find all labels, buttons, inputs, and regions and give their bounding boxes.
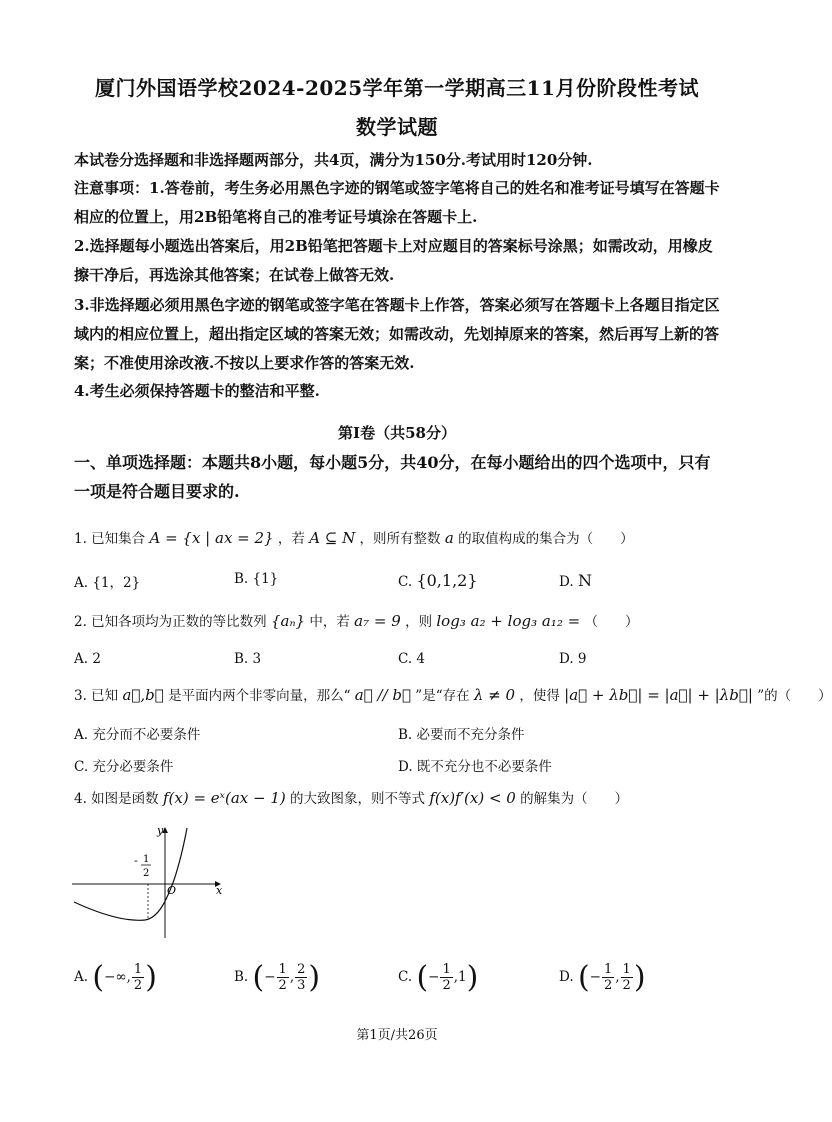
q2-mid: 中，若 [309, 614, 350, 630]
q3-vecs: a⃗,b⃗ [122, 686, 164, 704]
q1-option-d-label: D. [559, 574, 574, 590]
q3-lambda: λ ≠ 0 [473, 686, 516, 704]
q3-option-b: B. 必要而不充分条件 [398, 727, 525, 743]
q2-expr: log₃ a₂ + log₃ a₁₂ = [436, 612, 581, 630]
function-graph [70, 822, 230, 942]
q2-cond: a₇ = 9 [354, 612, 401, 630]
q4-option-d-label: D. [559, 969, 574, 985]
q4-option-c-fraction: $\frac{1}{2}$ [442, 962, 451, 993]
y-axis-label: y [157, 824, 164, 837]
q4-option-b: B. (− $\frac{1}{2}$ , $\frac{2}{3}$ ) [234, 960, 321, 995]
mark-sign: - [134, 854, 138, 867]
q3-expr: |a⃗ + λb⃗| = |a⃗| + |λb⃗| [564, 686, 753, 704]
q1-mid: ，若 [277, 531, 305, 547]
q1-option-d-value: N [577, 571, 592, 590]
q3-option-d: D. 既不充分也不必要条件 [398, 759, 552, 775]
q1-option-b: B. {1} [234, 571, 279, 587]
exam-title: 厦门外国语学校2024-2025学年第一学期高三11月份阶段性考试 [95, 76, 699, 100]
q4-inequality: f(x)f′(x) < 0 [429, 789, 516, 807]
q3-option-a: A. 充分而不必要条件 [74, 727, 201, 743]
q2-option-c: C. 4 [398, 651, 426, 667]
q4-option-a: A. (−∞, $\frac{1}{2}$ ) [74, 960, 157, 995]
q4-end: 的解集为（ ） [520, 791, 629, 807]
q1-var: a [444, 529, 454, 547]
mark-numerator: 1 [143, 854, 150, 865]
q4-option-c: C. (− $\frac{1}{2}$ ,1) [398, 960, 479, 995]
q4-mid: 的大致图象，则不等式 [290, 791, 426, 807]
q3-mid3: ，使得 [519, 688, 560, 704]
instruction-note-1: 注意事项：1.答卷前，考生务必用黑色字迹的钢笔或签字笔将自己的姓名和准考证号填写在答题卡相应的位置上，用2B铅笔将自己的准考证号填涂在答题卡上. [74, 179, 720, 226]
q4-option-a-label: A. [74, 969, 89, 985]
q4-option-a-fraction: $\frac{1}{2}$ [133, 962, 143, 993]
q1-option-d [559, 571, 592, 590]
question-2 [74, 610, 722, 633]
q1-end: 的取值构成的集合为（ ） [458, 531, 634, 547]
q1-option-c [398, 571, 478, 590]
q1-option-c-label: C. [398, 574, 413, 590]
mark-denominator: 2 [143, 868, 150, 879]
page-footer: 第1页/共26页 [356, 1028, 438, 1043]
q2-end: （ ） [584, 614, 639, 630]
q4-option-c-label: C. [398, 969, 413, 985]
q3-mid2: ”是“存在 [415, 688, 470, 704]
instruction-note-4: 4.考生必须保持答题卡的整洁和平整. [74, 382, 320, 400]
q1-option-c-value: {0,1,2} [416, 571, 478, 590]
q4-option-b-label: B. [234, 969, 249, 985]
q2-post: ，则 [405, 614, 433, 630]
q4-option-a-left: −∞, [104, 969, 131, 985]
instruction-note-3: 3.非选择题必须用黑色字迹的钢笔或签字笔在答题卡上作答，答案必须写在答题卡上各题目指定区域内的相应位置上，超出指定区域的答案无效；如需改动，先划掉原来的答案，然后再写上新的答案；不准使用涂改液.不按以上要求作答的答案无效. [74, 296, 720, 372]
q4-option-d-fraction-2: $\frac{1}{2}$ [622, 962, 631, 993]
q3-cond: a⃗ // b⃗ [354, 686, 411, 704]
question-3 [74, 684, 832, 707]
q3-option-c: C. 充分必要条件 [74, 759, 174, 775]
q4-function: f(x) = eˣ(ax − 1) [162, 789, 286, 807]
q1-pre: 1. 已知集合 [74, 531, 146, 547]
function-curve [74, 828, 187, 920]
exam-subtitle: 数学试题 [356, 115, 438, 139]
x-axis-label: x [216, 884, 223, 897]
q2-seq: {aₙ} [270, 612, 306, 630]
part-heading: 第Ⅰ卷（共58分） [338, 424, 456, 442]
q3-pre: 3. 已知 [74, 688, 119, 704]
q1-cond: A ⊆ N [309, 529, 356, 547]
q1-set: A = {x | ax = 2} [149, 529, 274, 547]
q2-option-b: B. 3 [234, 651, 262, 667]
q1-option-a: A. {1，2} [74, 575, 141, 591]
section-heading: 一、单项选择题：本题共8小题，每小题5分，共40分，在每小题给出的四个选项中，只有一项是符合题目要求的. [74, 453, 711, 501]
q3-mid: 是平面内两个非零向量，那么“ [168, 688, 351, 704]
question-4 [74, 787, 722, 810]
instructions-intro: 本试卷分选择题和非选择题两部分，共4页，满分为150分.考试用时120分钟. [74, 151, 593, 169]
q4-option-d-fraction-1: $\frac{1}{2}$ [603, 962, 613, 993]
instruction-note-2: 2.选择题每小题选出答案后，用2B铅笔把答题卡上对应题目的答案标号涂黑；如需改动，用橡皮擦干净后，再选涂其他答案；在试卷上做答无效. [74, 237, 713, 284]
q4-option-d: D. (− $\frac{1}{2}$ , $\frac{1}{2}$ ) [559, 960, 646, 995]
q2-option-a: A. 2 [74, 651, 101, 667]
q4-pre: 4. 如图是函数 [74, 791, 159, 807]
q4-option-b-fraction-1: $\frac{1}{2}$ [278, 962, 287, 993]
q2-option-d: D. 9 [559, 651, 587, 667]
q1-post: ，则所有整数 [359, 531, 441, 547]
q3-end: ”的（ ） [757, 688, 832, 704]
question-1 [74, 527, 722, 550]
q4-option-b-fraction-2: $\frac{2}{3}$ [297, 962, 306, 993]
q2-pre: 2. 已知各项均为正数的等比数列 [74, 614, 267, 630]
origin-label: O [167, 884, 177, 897]
